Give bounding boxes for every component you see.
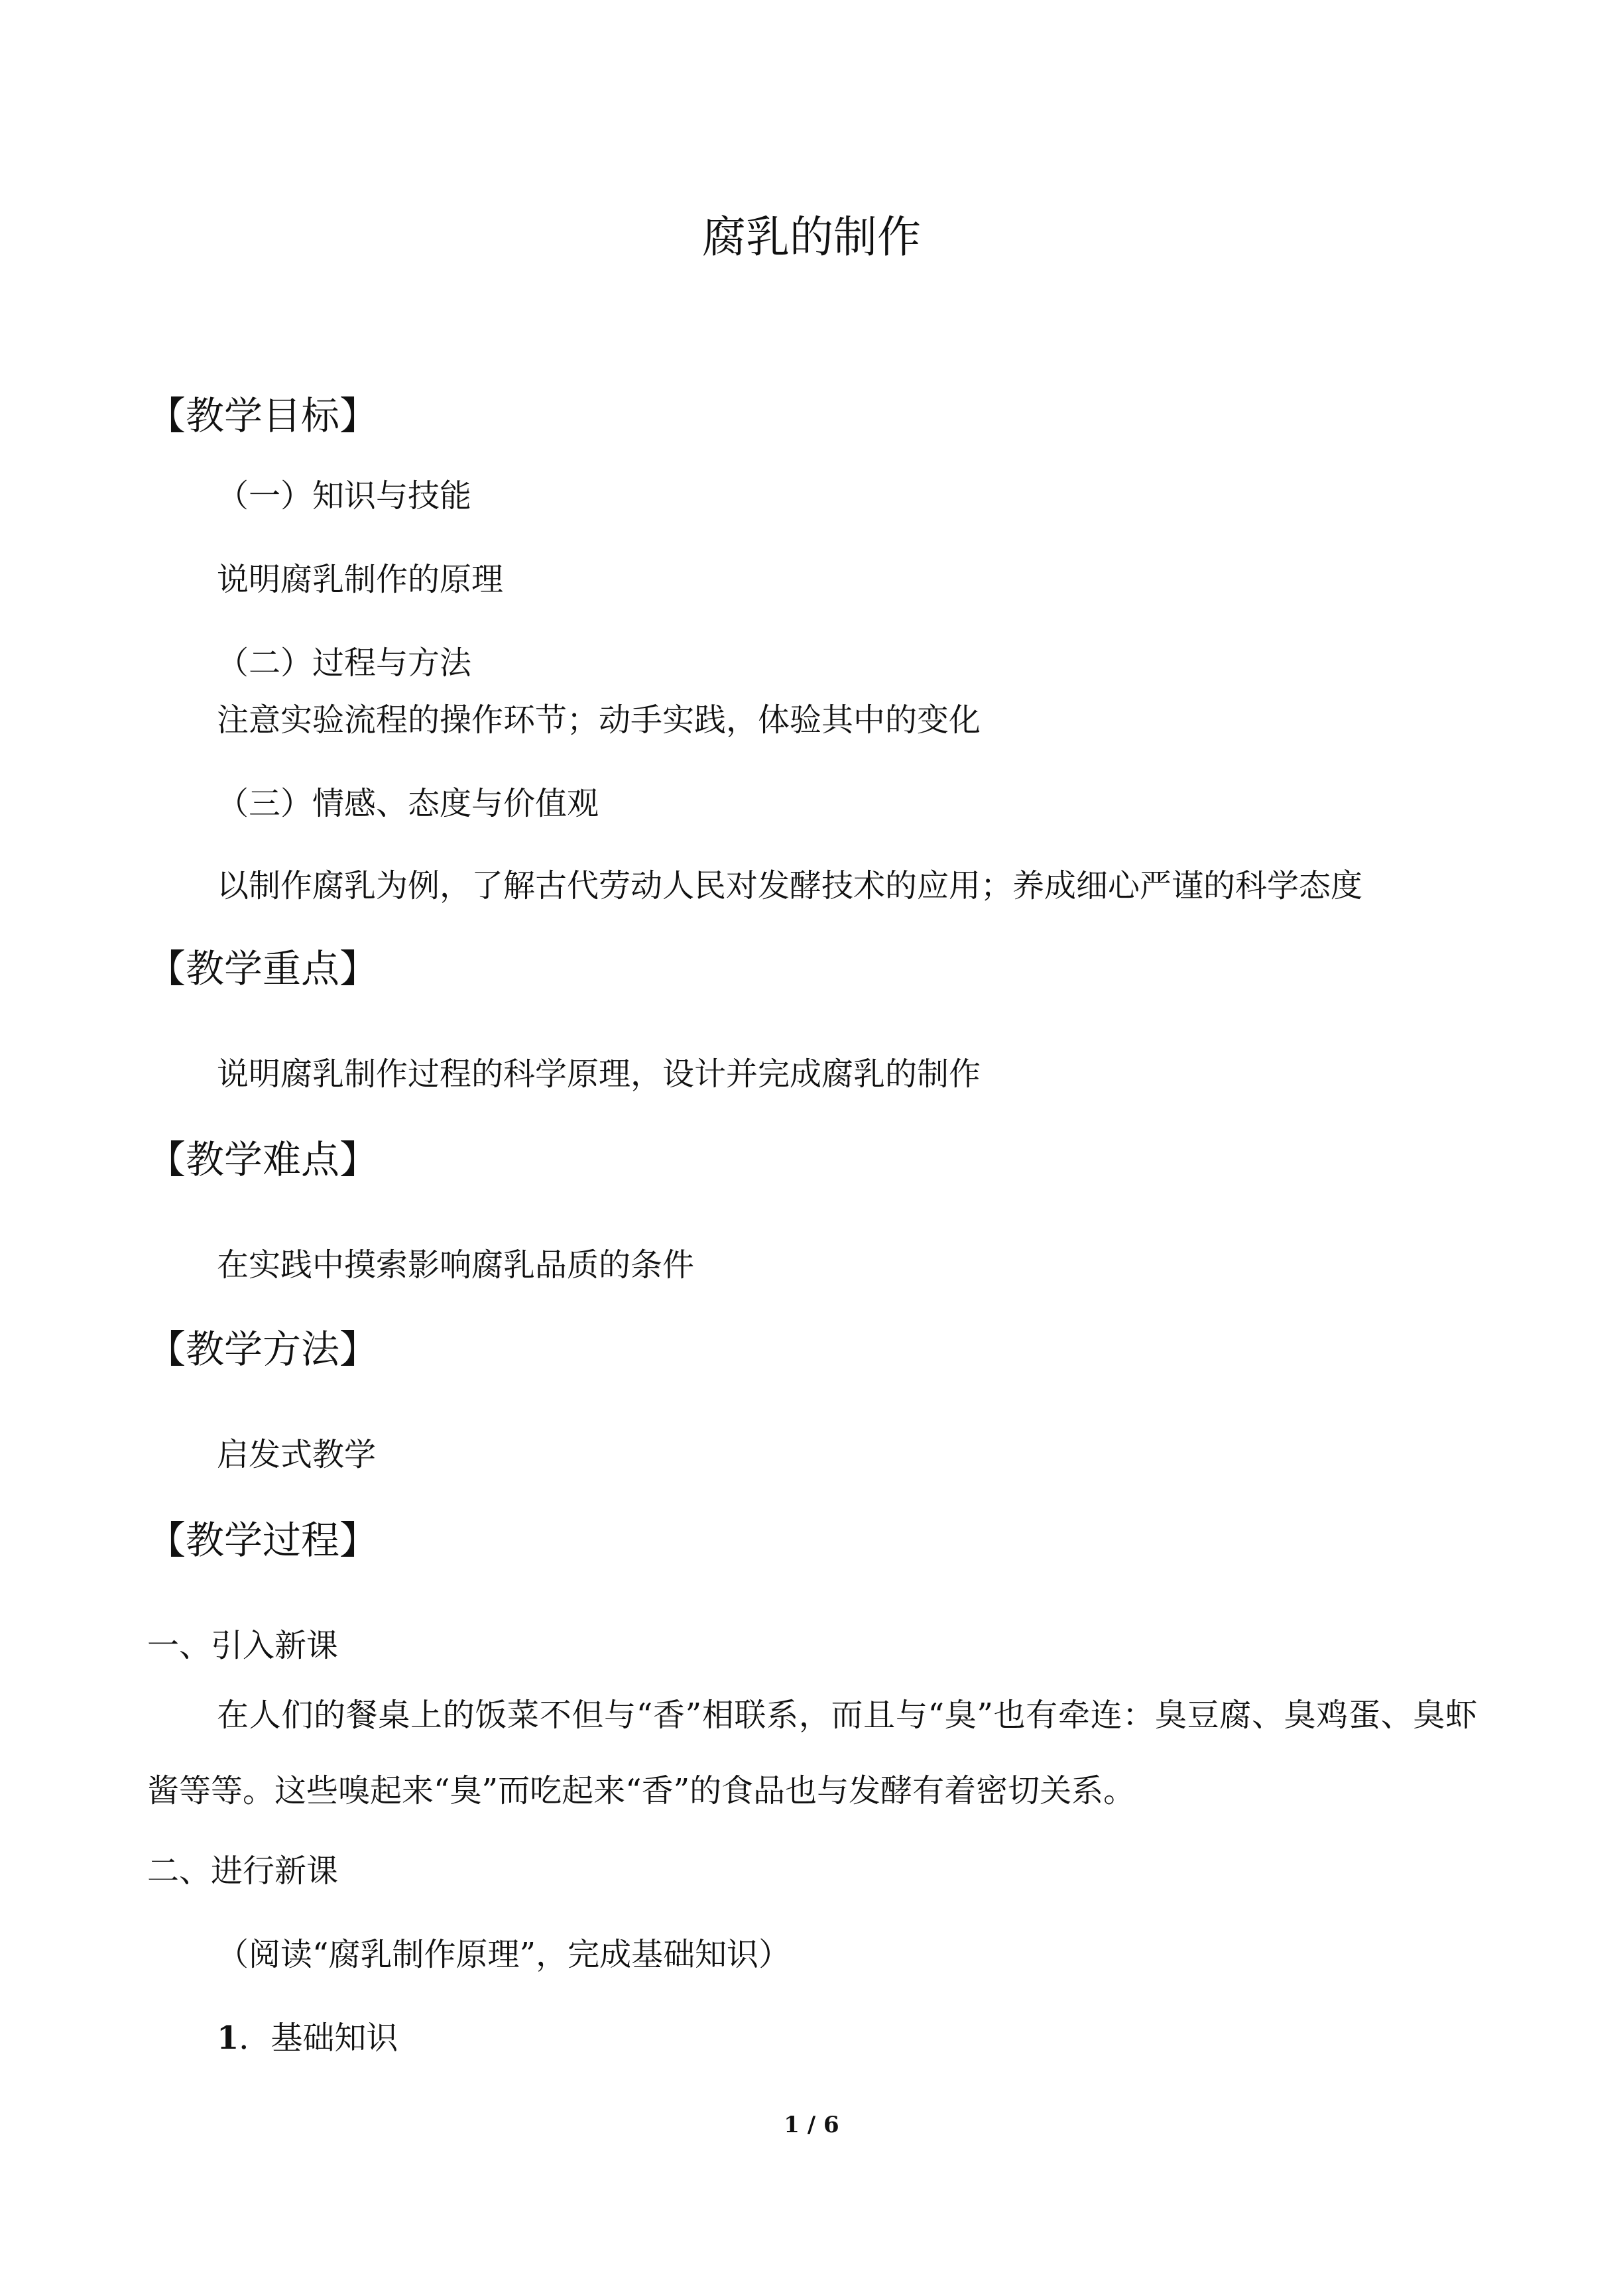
section-heading-process: 【教学过程】 <box>147 1518 379 1563</box>
document-title: 腐乳的制作 <box>702 211 921 263</box>
subheading-process-methods: （二）过程与方法 <box>217 644 472 682</box>
heading-new-lesson: 二、进行新课 <box>147 1852 339 1890</box>
heading-intro: 一、引入新课 <box>147 1627 339 1664</box>
section-heading-methods: 【教学方法】 <box>147 1327 379 1372</box>
subheading-knowledge-skills: （一）知识与技能 <box>217 477 472 514</box>
text-reading-note: （阅读“腐乳制作原理”，完成基础知识） <box>217 1936 791 1973</box>
text-key-points: 说明腐乳制作过程的科学原理，设计并完成腐乳的制作 <box>217 1056 981 1093</box>
item-number: 1 <box>217 2020 239 2057</box>
text-attitude-values: 以制作腐乳为例，了解古代劳动人民对发酵技术的应用；养成细心严谨的科学态度 <box>217 867 1363 904</box>
text-difficulties: 在实践中摸索影响腐乳品质的条件 <box>217 1246 695 1284</box>
item-label: ．基础知识 <box>239 2020 398 2057</box>
section-heading-difficulties: 【教学难点】 <box>147 1137 379 1182</box>
text-process-methods: 注意实验流程的操作环节；动手实践，体验其中的变化 <box>217 701 981 739</box>
section-heading-key-points: 【教学重点】 <box>147 946 379 991</box>
text-knowledge-skills: 说明腐乳制作的原理 <box>217 561 504 598</box>
text-methods: 启发式教学 <box>217 1436 377 1473</box>
section-heading-teaching-objectives: 【教学目标】 <box>147 393 379 438</box>
item-basic-knowledge <box>217 2020 398 2057</box>
page-number: 1 / 6 <box>784 2112 839 2138</box>
subheading-attitude-values: （三）情感、态度与价值观 <box>217 785 599 822</box>
paragraph-intro: 在人们的餐桌上的饭菜不但与“香”相联系，而且与“臭”也有牵连：臭豆腐、臭鸡蛋、臭虾酱等等。这些嗅起来“臭”而吃起来“香”的食品也与发酵有着密切关系。 <box>147 1697 1477 1809</box>
